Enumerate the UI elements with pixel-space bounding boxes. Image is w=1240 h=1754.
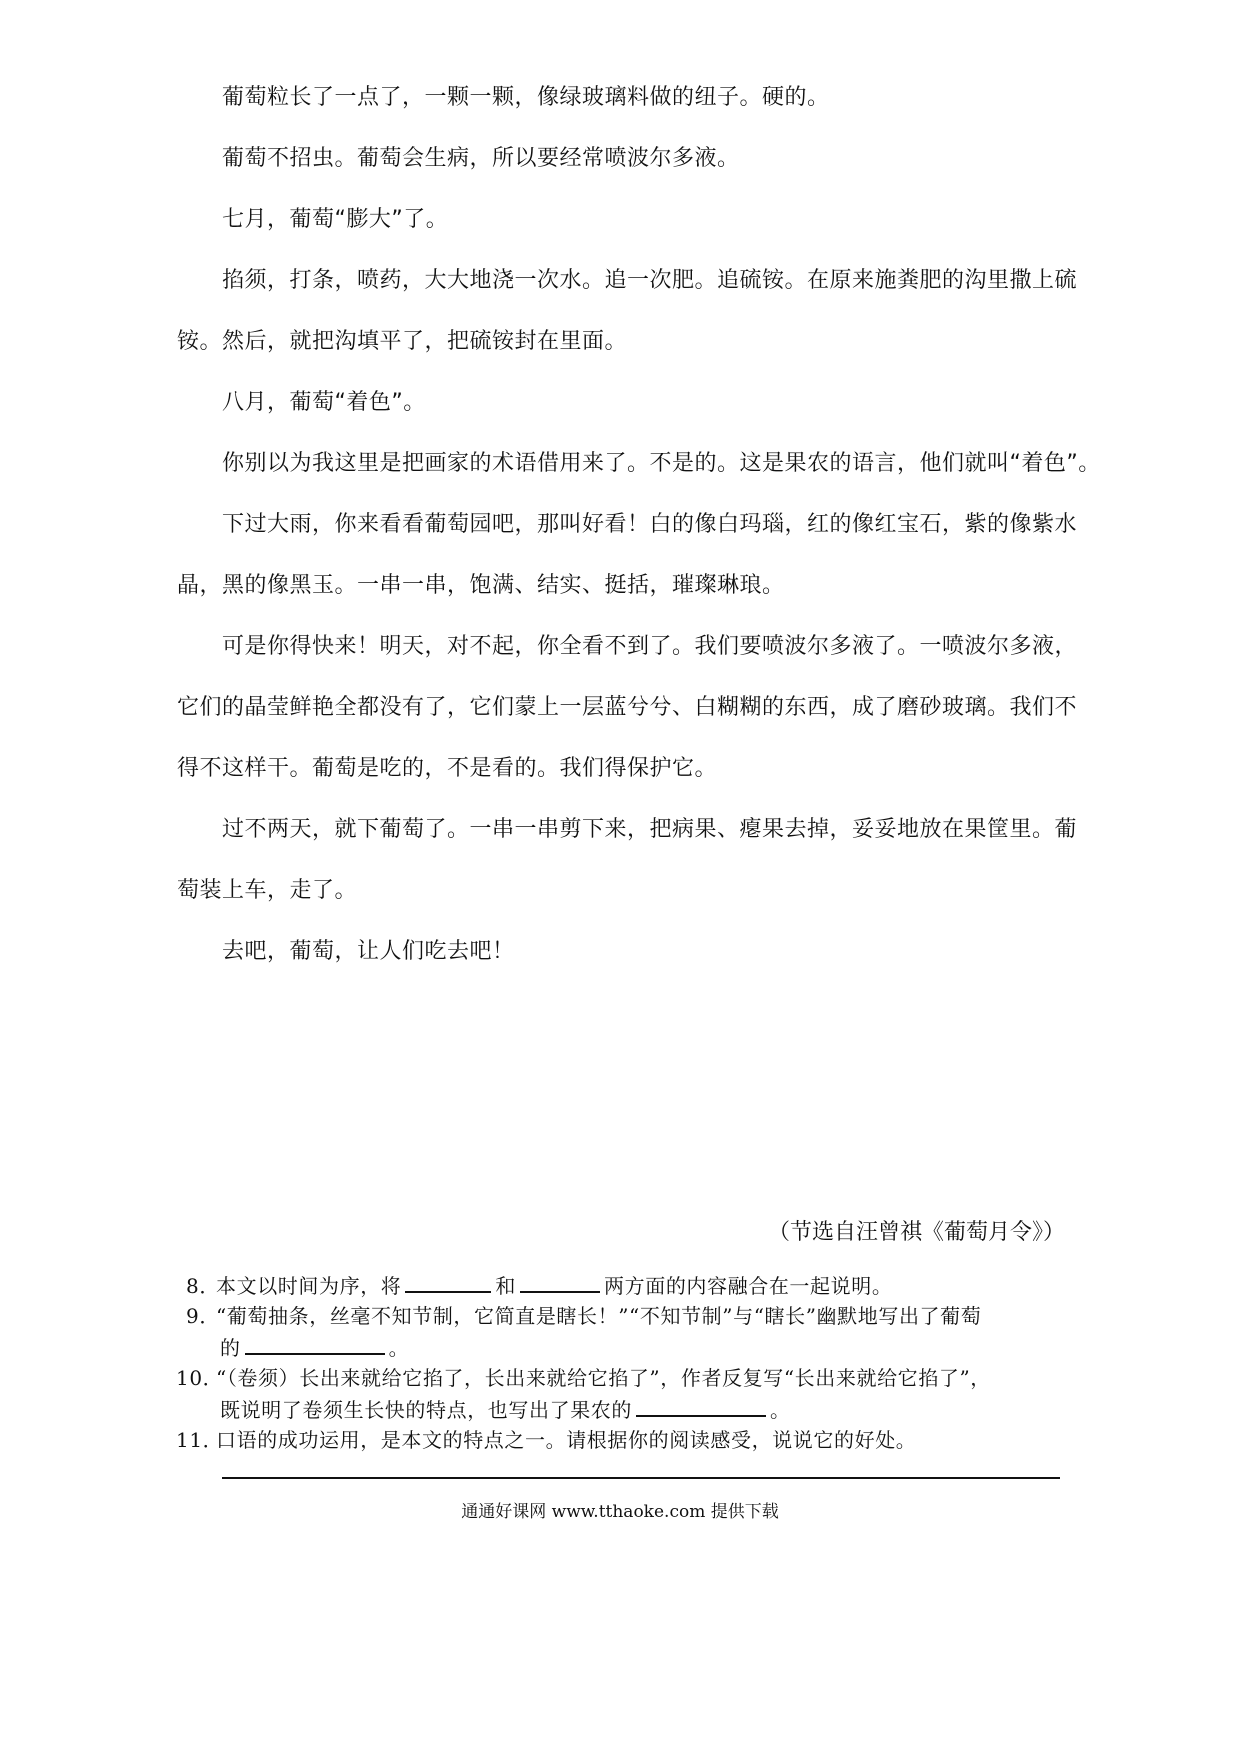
passage-paragraph: 去吧，葡萄，让人们吃去吧！ xyxy=(222,939,515,964)
passage-paragraph: 掐须，打条，喷药，大大地浇一次水。追一次肥。追硫铵。在原来施粪肥的沟里撒上硫 xyxy=(222,268,1078,293)
passage-paragraph: 下过大雨，你来看看葡萄园吧，那叫好看！白的像白玛瑙，红的像红宝石，紫的像紫水 xyxy=(222,512,1078,537)
answer-blank[interactable] xyxy=(405,1271,491,1293)
passage-paragraph: 可是你得快来！明天，对不起，你全看不到了。我们要喷波尔多液了。一喷波尔多液， xyxy=(222,634,1078,659)
answer-blank[interactable] xyxy=(520,1271,600,1293)
question-text: 。 xyxy=(388,1336,410,1360)
question-text: 。 xyxy=(770,1398,791,1422)
passage-paragraph-continuation: 萄装上车，走了。 xyxy=(177,878,358,903)
passage-paragraph-continuation: 得不这样干。葡萄是吃的，不是看的。我们得保护它。 xyxy=(177,756,718,781)
question-number: 10． xyxy=(176,1366,224,1390)
passage-paragraph: 过不两天，就下葡萄了。一串一串剪下来，把病果、瘪果去掉，妥妥地放在果筐里。葡 xyxy=(222,817,1078,842)
answer-blank[interactable] xyxy=(245,1333,385,1355)
question-text: “葡萄抽条，丝毫不知节制，它简直是瞎长！”“不知节制”与“瞎长”幽默地写出了葡萄 xyxy=(216,1304,982,1328)
passage-source: （节选自汪曾祺《葡萄月令》） xyxy=(767,1220,1065,1245)
question-text: 既说明了卷须生长快的特点，也写出了果农的 xyxy=(220,1398,632,1422)
question-text: 口语的成功运用，是本文的特点之一。请根据你的阅读感受，说说它的好处。 xyxy=(216,1428,917,1452)
question-number: 8． xyxy=(186,1274,220,1298)
question-number: 9． xyxy=(186,1304,220,1328)
passage-paragraph: 你别以为我这里是把画家的术语借用来了。不是的。这是果农的语言，他们就叫“着色”。 xyxy=(222,451,1101,476)
passage-paragraph: 葡萄不招虫。葡萄会生病，所以要经常喷波尔多液。 xyxy=(222,146,740,171)
passage-paragraph-continuation: 它们的晶莹鲜艳全都没有了，它们蒙上一层蓝兮兮、白糊糊的东西，成了磨砂玻璃。我们不 xyxy=(177,695,1078,720)
question-10 xyxy=(176,1364,991,1392)
question-text: 本文以时间为序，将 xyxy=(216,1274,402,1298)
question-number: 11． xyxy=(176,1428,224,1452)
question-9-continuation xyxy=(220,1333,409,1362)
question-text: 两方面的内容融合在一起说明。 xyxy=(604,1274,893,1298)
question-text: 的 xyxy=(220,1336,241,1360)
question-text: “（卷须）长出来就给它掐了，长出来就给它掐了”，作者反复写“长出来就给它掐了”， xyxy=(216,1366,991,1390)
passage-paragraph-continuation: 晶，黑的像黑玉。一串一串，饱满、结实、挺括，璀璨琳琅。 xyxy=(177,573,785,598)
question-9 xyxy=(186,1302,981,1330)
passage-paragraph: 八月，葡萄“着色”。 xyxy=(222,390,426,415)
passage-paragraph: 葡萄粒长了一点了，一颗一颗，像绿玻璃料做的纽子。硬的。 xyxy=(222,85,830,110)
page-footer: 通通好课网 www.tthaoke.com 提供下载 xyxy=(461,1502,779,1522)
passage-paragraph: 七月，葡萄“膨大”了。 xyxy=(222,207,449,232)
question-text: 和 xyxy=(495,1274,517,1298)
question-10-continuation xyxy=(220,1395,791,1424)
passage-paragraph-continuation: 铵。然后，就把沟填平了，把硫铵封在里面。 xyxy=(177,329,628,354)
answer-line[interactable] xyxy=(222,1477,1060,1479)
question-11 xyxy=(176,1426,916,1454)
question-8 xyxy=(186,1271,892,1300)
answer-blank[interactable] xyxy=(636,1395,766,1417)
